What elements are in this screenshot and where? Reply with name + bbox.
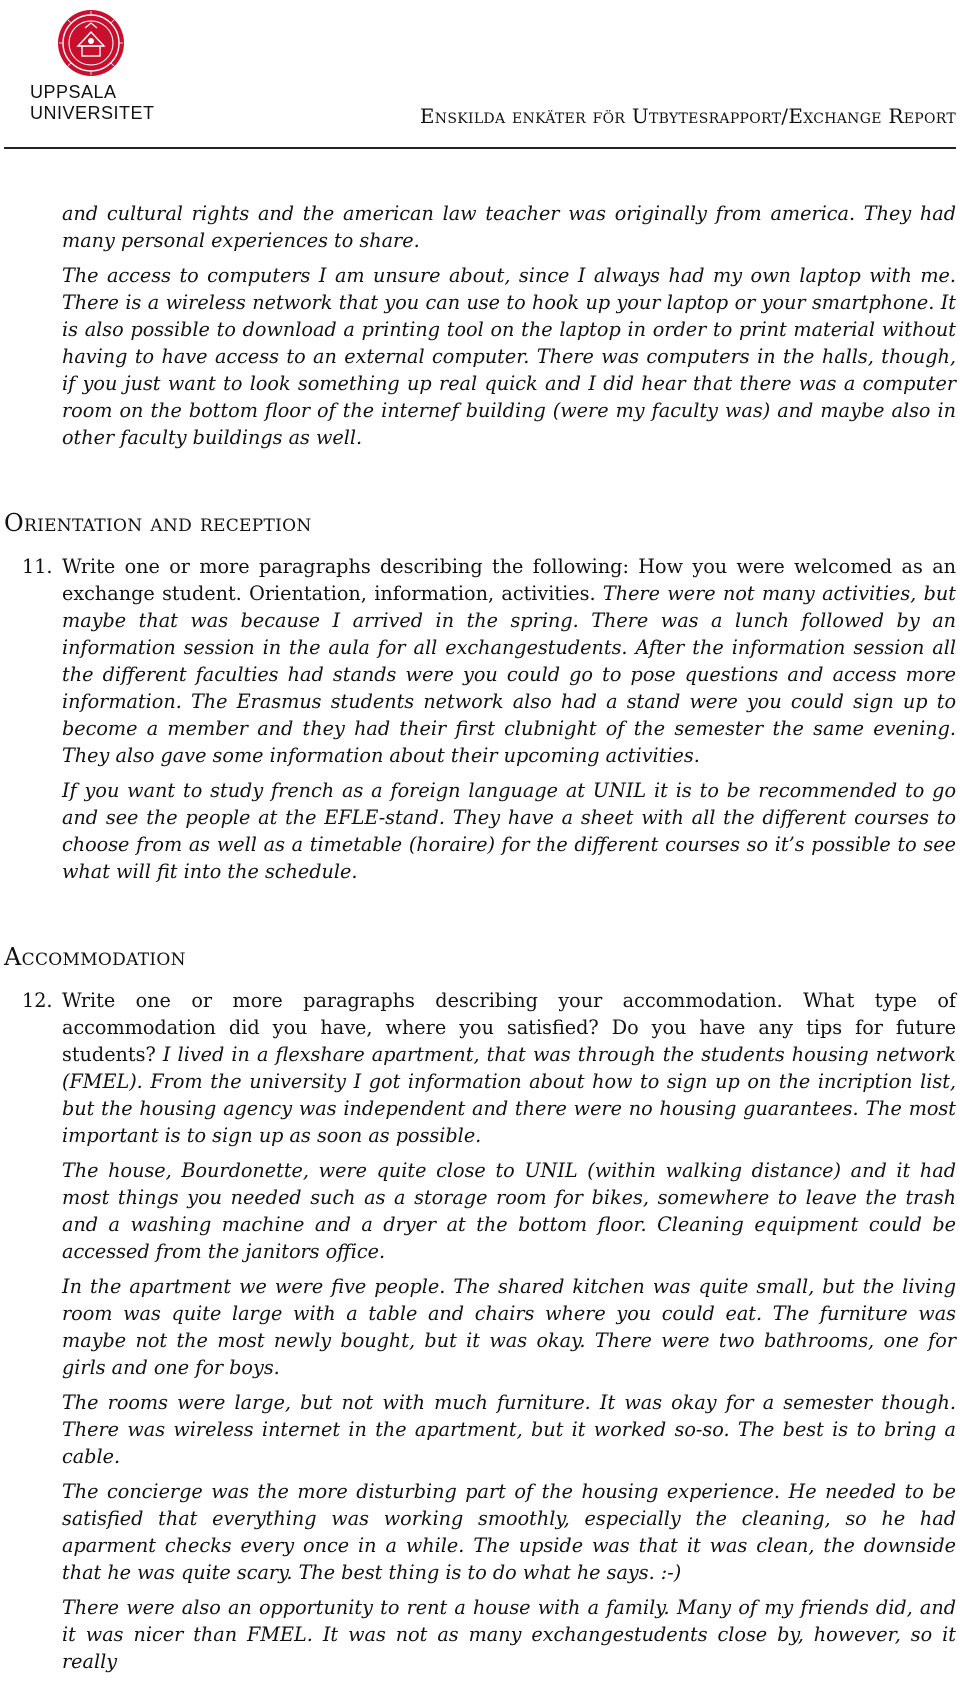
intro-block	[62, 200, 956, 451]
question-number: 12.	[22, 989, 53, 1012]
document-title: Enskilda enkäter för Utbytesrapport/Exchange Report	[419, 104, 956, 128]
university-line-2: UNIVERSITET	[30, 103, 155, 123]
page-header	[0, 0, 960, 150]
paragraph: In the apartment we were five people. The shared kitchen was quite small, but the living room was quite large with a table and chairs where you could eat. The furniture was maybe not the most newly bought, but it was okay. There were two bathrooms, one for girls and one for boys.	[62, 1275, 956, 1379]
paragraph: The rooms were large, but not with much furniture. It was okay for a semester though. There was wireless internet in the apartment, but it worked so-so. The best is to bring a cable.	[62, 1391, 956, 1468]
university-line-1: UPPSALA	[30, 82, 117, 102]
question-11	[0, 553, 960, 885]
university-wordmark	[30, 82, 155, 124]
paragraph: There were also an opportunity to rent a house with a family. Many of my friends did, and it was nicer than FMEL. It was not as many exchangestudents close by, however, so it really	[62, 1596, 956, 1673]
paragraph: The concierge was the more disturbing part of the housing experience. He needed to be satisfied that everything was working smoothly, especially the cleaning, so he had aparment checks every once in a while. The upside was that it was clean, the downside that he was quite scary. The best thing is to do what he says. :-)	[62, 1480, 956, 1584]
paragraph: If you want to study french as a foreign language at UNIL it is to be recommended to go and see the people at the EFLE-stand. They have a sheet with all the different courses to choose from as well as a timetable (horaire) for the different courses so it’s possible to see what will fit into the schedule.	[62, 779, 956, 883]
question-number: 11.	[22, 555, 53, 578]
paragraph: The access to computers I am unsure about, since I always had my own laptop with me. There is a wireless network that you can use to hook up your laptop or your smartphone. It is also possible to download a printing tool on the laptop in order to print material without having to have access to an external computer. There was computers in the halls, though, if you just want to look something up real quick and I did hear that there was a computer room on the bottom floor of the internef building (were my faculty was) and maybe also in other faculty buildings as well.	[62, 264, 956, 449]
paragraph: The house, Bourdonette, were quite close to UNIL (within walking distance) and it had most things you needed such as a storage room for bikes, somewhere to leave the trash and a washing machine and a dryer at the bottom floor. Cleaning equipment could be accessed from the janitors office.	[62, 1159, 956, 1263]
answer-text: There were not many activities, but maybe that was because I arrived in the spring. There was a lunch followed by an information session in the aula for all exchangestudents. After the information session all the different faculties had stands were you could go to pose questions and access more information. The Erasmus students network also had a stand were you could sign up to become a member and they had their first clubnight of the semester the same evening. They also gave some information about their upcoming activities.	[62, 582, 956, 767]
question-text: Write one or more paragraphs describing the following: How you were welcomed as an exchange student. Orientation, information, activities.	[62, 555, 956, 605]
question-answer-paragraph	[62, 987, 956, 1149]
question-answer-paragraph	[62, 553, 956, 769]
section-heading-accommodation: Accommodation	[4, 943, 186, 971]
university-seal-icon	[56, 8, 126, 78]
header-divider	[4, 147, 956, 149]
section-heading-orientation: Orientation and reception	[4, 509, 312, 537]
question-text: Write one or more paragraphs describing your accommodation. What type of accommodation did you have, where you satisfied? Do you have any tips for future students?	[62, 989, 956, 1066]
question-12	[0, 987, 960, 1675]
document-body	[0, 200, 960, 1683]
answer-text: I lived in a flexshare apartment, that was through the students housing network (FMEL). From the university I got information about how to sign up on the incription list, but the housing agency was independent and there were no housing guarantees. The most important is to sign up as soon as possible.	[62, 1043, 956, 1147]
paragraph: and cultural rights and the american law teacher was originally from america. They had many personal experiences to share.	[62, 202, 956, 252]
